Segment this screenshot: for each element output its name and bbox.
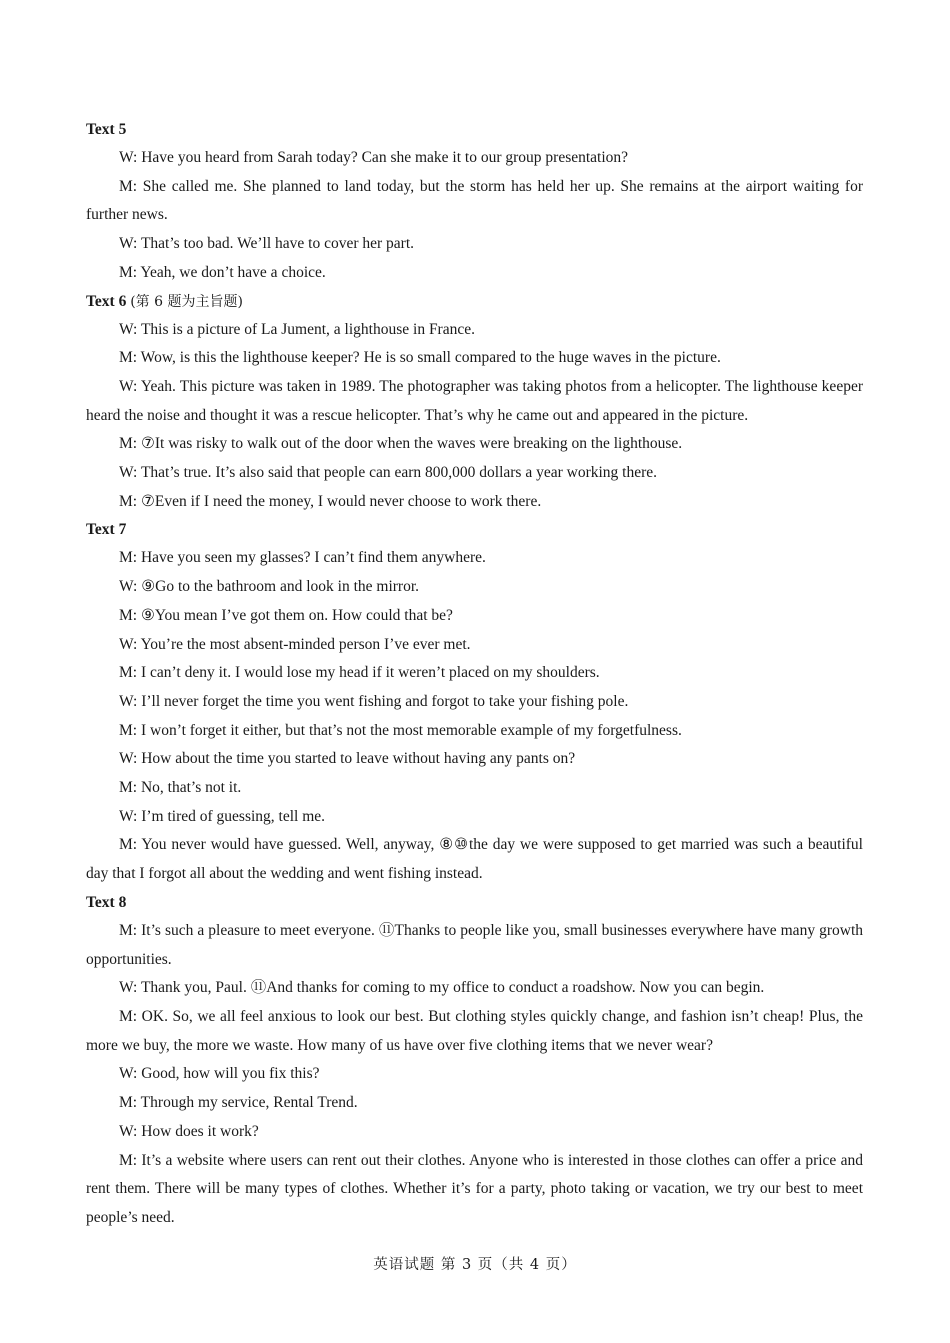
dialogue-line: W: I’m tired of guessing, tell me.	[119, 807, 326, 825]
section-heading	[86, 116, 863, 144]
dialogue-line: W: How does it work?	[119, 1122, 259, 1140]
dialogue-line: M: Yeah, we don’t have a choice.	[119, 263, 326, 281]
dialogue-line: M: Have you seen my glasses? I can’t find them anywhere.	[119, 549, 486, 567]
dialogue-line: W: Yeah. This picture was taken in 1989. The photographer was taking photos from a helicopter. The lighthouse keeper heard the noise and thought it was a rescue helicopter. That’s why he came out and appeared in the picture.	[86, 377, 863, 424]
dialogue-line: W: Good, how will you fix this?	[119, 1065, 320, 1083]
section-title: Text 5	[86, 121, 127, 138]
dialogue-line: M: She called me. She planned to land today, but the storm has held her up. She remains at the airport waiting for further news.	[86, 177, 863, 224]
section-title: Text 8	[86, 893, 127, 911]
dialogue-line: W: ⑨Go to the bathroom and look in the mirror.	[119, 578, 420, 596]
dialogue-line: W: This is a picture of La Jument, a lighthouse in France.	[119, 320, 475, 338]
dialogue-line: M: ⑦It was risky to walk out of the door when the waves were breaking on the lighthouse.	[119, 435, 683, 453]
dialogue-line: W: That’s too bad. We’ll have to cover her part.	[119, 235, 415, 253]
section-note: (第 6 题为主旨题)	[130, 293, 243, 310]
section-heading	[86, 889, 863, 917]
dialogue-line: M: ⑨You mean I’ve got them on. How could that be?	[119, 606, 453, 624]
dialogue-line: M: It’s a website where users can rent out their clothes. Anyone who is interested in those clothes can offer a price and rent them. There will be many types of clothes. Whether it’s for a party, photo taking or vacation, we try our best to meet people’s need.	[86, 1151, 863, 1226]
section-title: Text 6	[86, 292, 127, 310]
section-heading	[86, 288, 863, 316]
dialogue-line: M: You never would have guessed. Well, anyway, ⑧⑩the day we were supposed to get married was such a beautiful day that I forgot all about the wedding and went fishing instead.	[86, 836, 863, 883]
dialogue-line: W: How about the time you started to leave without having any pants on?	[119, 750, 576, 768]
dialogue-line: W: That’s true. It’s also said that people can earn 800,000 dollars a year working there.	[119, 464, 658, 482]
dialogue-line: M: No, that’s not it.	[119, 779, 242, 797]
dialogue-line: M: I won’t forget it either, but that’s not the most memorable example of my forgetfulness.	[119, 721, 682, 739]
dialogue-line: M: I can’t deny it. I would lose my head if it weren’t placed on my shoulders.	[119, 664, 600, 682]
page-footer: 英语试题 第 3 页（共 4 页）	[373, 1257, 577, 1273]
transcript-body	[86, 116, 863, 1233]
section-heading	[86, 516, 863, 544]
dialogue-line: W: Have you heard from Sarah today? Can she make it to our group presentation?	[119, 149, 629, 166]
dialogue-line: M: Through my service, Rental Trend.	[119, 1094, 358, 1112]
dialogue-line: W: You’re the most absent-minded person I’ve ever met.	[119, 635, 471, 653]
section-title: Text 7	[86, 521, 127, 539]
dialogue-line: M: It’s such a pleasure to meet everyone. ⑪Thanks to people like you, small businesses everywhere have many growth opportunities.	[86, 921, 863, 968]
dialogue-line: M: Wow, is this the lighthouse keeper? He is so small compared to the huge waves in the picture.	[119, 349, 721, 367]
dialogue-line: M: OK. So, we all feel anxious to look our best. But clothing styles quickly change, and fashion isn’t cheap! Plus, the more we buy, the more we waste. How many of us have over five clothing items that we never wear?	[86, 1007, 863, 1054]
dialogue-line: W: I’ll never forget the time you went fishing and forgot to take your fishing pole.	[119, 692, 629, 710]
dialogue-line: M: ⑦Even if I need the money, I would never choose to work there.	[119, 492, 542, 510]
dialogue-line: W: Thank you, Paul. ⑪And thanks for coming to my office to conduct a roadshow. Now you can begin.	[119, 979, 765, 997]
